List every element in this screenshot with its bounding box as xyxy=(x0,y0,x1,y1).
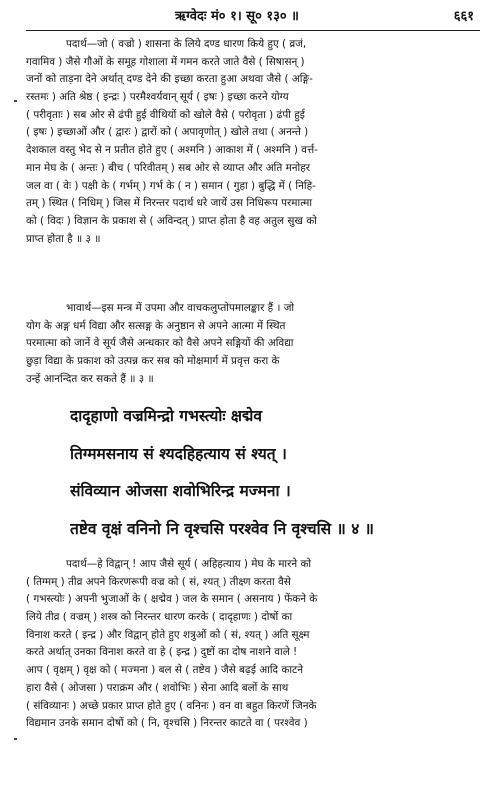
text-line: उन्हें आनन्दित कर सकते हैं ॥ ३ ॥ xyxy=(26,372,154,385)
page-header xyxy=(30,6,478,28)
text-line: जल वा ( वेः ) पक्षी के ( गर्भम् ) गर्भ के ( न ) समान ( गुहा ) बुद्धि में ( निहि- xyxy=(26,179,316,192)
text-line: देशकाल वस्तु भेद से न प्रतीत होते हुए ( अश्मनि ) आकाश में ( अश्मनि ) वर्त्त- xyxy=(26,144,318,157)
verse-line: तिग्ममसनाय सं श्यदहिहत्याय सं श्यत् । xyxy=(70,444,287,463)
text-line: प्राप्त होता है ॥ ३ ॥ xyxy=(26,232,101,245)
bhavartha-paragraph xyxy=(26,300,480,388)
text-line: ( तिग्मम् ) तीव्र अपने किरणरूपी वज्र को ( सं, श्यत् ) तीक्ष्ण करता वैसे xyxy=(26,575,291,588)
text-line: तम् ) स्थित ( निधिम् ) जिस में निरन्तर पदार्थ धरे जायें उस निधिरूप परमात्मा xyxy=(26,197,313,210)
text-line: हारा वैसे ( ओजसा ) पराक्रम और ( शवोभिः ) सेना आदि बलों के साथ xyxy=(26,681,289,694)
padartha-paragraph-2 xyxy=(26,556,480,733)
text-line: विनाश करते ( इन्द्र ) और विद्वान् होते हुए शत्रुओं को ( सं, श्यत् ) अति सूक्ष्म xyxy=(26,628,310,641)
text-line: योग के अङ्ग धर्म विद्या और सत्सङ्ग के अनुष्ठान से अपने आत्मा में स्थित xyxy=(26,319,286,332)
verse-line: तष्टेव वृक्षं वनिनो नि वृश्चसि परश्वेव नि वृश्चसि ॥ ४ ॥ xyxy=(70,519,374,538)
verse-line: संविव्यान ओजसा शवोभिरिन्द्र मज्मना । xyxy=(70,482,291,500)
text-line: भावार्थ—इस मन्त्र में उपमा और वाचकलुप्तोपमालङ्कार हैं । जो xyxy=(66,302,295,314)
margin-mark xyxy=(14,100,17,102)
text-line: ( परीवृताः ) सब ओर से ढंपी हुई वीथियों को खोले वैसे ( परोवृता ) ढंपी हुई xyxy=(26,108,305,121)
text-line: पदार्थ—जो ( वज्रो ) शासना के लिये दण्ड धारण किये हुए ( व्रजं, xyxy=(66,38,307,50)
text-line: जनों को ताड़ना देने अर्थात् दण्ड देने की इच्छा करता हुआ अथवा जैसे ( अङ्गि- xyxy=(26,73,313,86)
text-line: रस्तमः ) अति श्रेष्ठ ( इन्द्रः ) परमैश्वर्यवान् सूर्य ( इषः ) इच्छा करने योग्य xyxy=(26,91,289,104)
mantra-verse xyxy=(70,398,374,548)
verse-line: दादृहाणो वज्रमिन्द्रो गभस्त्योः क्षद्मेव xyxy=(70,407,263,425)
text-line: ( इषः ) इच्छाओं और ( द्वारः ) द्वारों को ( अपावृणोत् ) खोले तथा ( अनन्ते ) xyxy=(26,126,309,139)
text-line: छुड़ा विद्या के प्रकाश को उत्पन्न कर सब को मोक्षमार्ग में प्रवृत्त करा के xyxy=(26,355,280,368)
text-line: गवामिव ) जैसे गौओं के समूह गोशाला में गमन करते जाते वैसे ( सिषासन् ) xyxy=(26,55,305,68)
text-line: लिये तीव्र ( वज्रम् ) शस्त्र को निरन्तर धारण करके ( दादृहाणः ) दोषों का xyxy=(26,611,293,624)
page-number: ६६१ xyxy=(453,9,474,24)
text-line: आप ( वृक्षम् ) वृक्ष को ( मज्मना ) बल से ( तष्टेव ) जैसे बढ़ई आदि काटने xyxy=(26,664,304,677)
text-line: पदार्थ—हे विद्वान् ! आप जैसे सूर्य ( अहिहत्याय ) मेघ के मारने को xyxy=(66,558,312,570)
text-line: मान मेघ के ( अन्तः ) बीच ( परिवीतम् ) सब ओर से व्याप्त और अति मनोहर xyxy=(26,161,311,174)
running-header: ऋग्वेदः मं० १। सू० १३० ॥ xyxy=(175,9,299,24)
text-line: विद्यमान उनके समान दोषों को ( नि, वृश्चसि ) निरन्तर काटते वा ( परश्वेव ) xyxy=(26,717,308,730)
margin-mark xyxy=(14,738,17,740)
text-line: ( गभस्त्योः ) अपनी भुजाओं के ( क्षद्मेव ) जल के समान ( असनाय ) फेंकने के xyxy=(26,593,318,606)
text-line: ( संविव्यानः ) अच्छे प्रकार प्राप्त होते हुए ( वनिनः ) वन वा बहुत किरणें जिनके xyxy=(26,699,317,712)
header-rule xyxy=(26,30,480,31)
padartha-paragraph-1 xyxy=(26,36,480,248)
text-line: को ( विदः ) विज्ञान के प्रकाश से ( अविन्दत् ) प्राप्त होता है वह अतुल सुख को xyxy=(26,214,317,227)
text-line: करते अर्थात् उनका विनाश करते वा हे ( इन्द्र ) दुष्टों का दोष नाशने वाले ! xyxy=(26,646,298,659)
text-line: परमात्मा को जानें वे सूर्य जैसे अन्धकार को वैसे अपने सङ्गियों की अविद्या xyxy=(26,337,294,350)
